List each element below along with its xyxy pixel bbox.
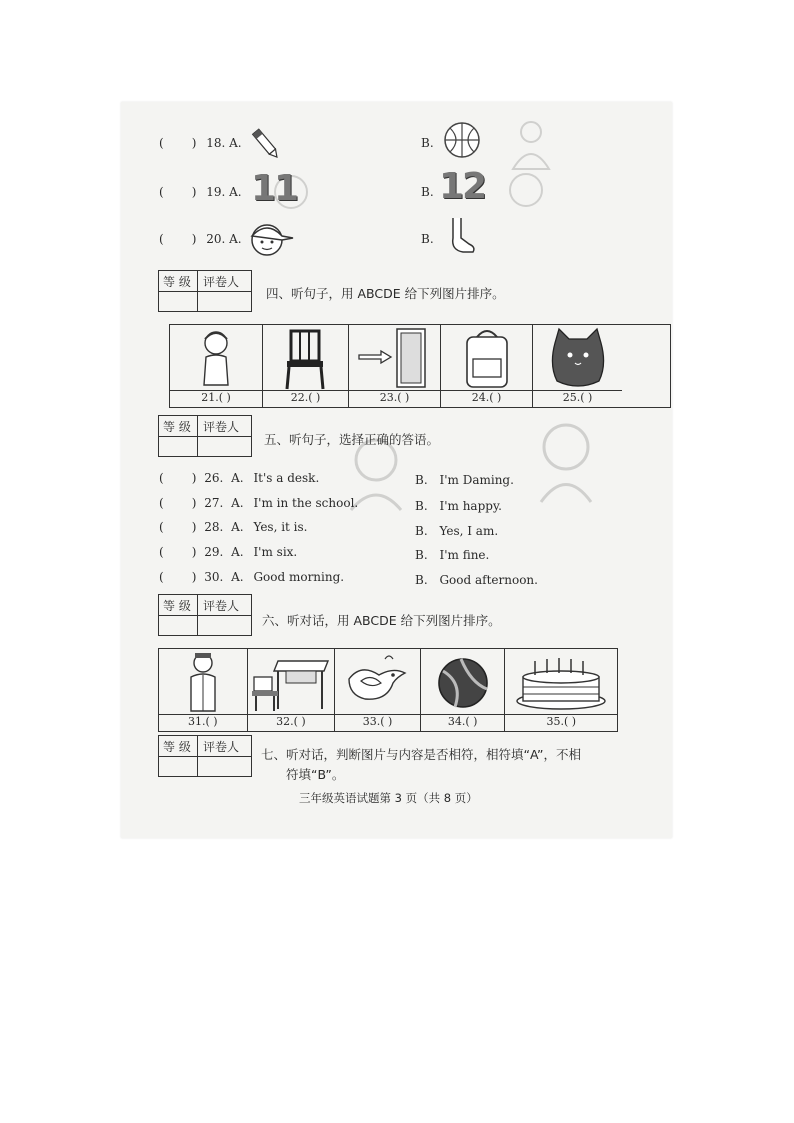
grade-label: 等 级: [163, 275, 191, 289]
cat-icon: [533, 325, 622, 391]
question-number: 26.: [204, 471, 224, 485]
question-29-option-b: [415, 548, 489, 562]
answer-slot-32[interactable]: 32.( ): [248, 714, 335, 729]
answer-paren-close: ): [191, 570, 197, 584]
section-7-title-line1: 七、听对话，判断图片与内容是否相符，相符填“A”，不相: [261, 747, 581, 762]
answer-slot-35[interactable]: 35.( ): [505, 714, 617, 729]
item-19-option-b: B.: [421, 185, 434, 199]
picture-box-24: [441, 325, 533, 407]
birthday-cake-icon: [505, 649, 617, 715]
grade-label: 等 级: [163, 420, 191, 434]
question-26-option-b: [415, 473, 514, 487]
boy-head-cap-icon: [247, 218, 295, 258]
option-a-text: Good morning.: [253, 570, 345, 584]
bird-icon: [335, 649, 420, 715]
answer-paren-close: ): [191, 136, 197, 150]
answer-paren-open[interactable]: (: [159, 570, 164, 584]
answer-paren-close: ): [191, 232, 197, 246]
section-4-picture-strip: [169, 324, 671, 408]
answer-slot-22[interactable]: 22.( ): [263, 390, 348, 405]
option-a-text: It's a desk.: [253, 471, 320, 485]
option-a-text: I'm in the school.: [253, 496, 359, 510]
option-a-label: A.: [231, 496, 244, 510]
section-4-title: 四、听句子，用 ABCDE 给下列图片排序。: [266, 286, 505, 301]
grade-box: [158, 415, 252, 457]
bleed-through-girl-icon: [526, 417, 606, 507]
item-19-row: [159, 185, 242, 199]
option-b-text: Yes, I am.: [439, 524, 499, 538]
item-20-option-b: B.: [421, 232, 434, 246]
point-to-door-icon: [349, 325, 440, 391]
option-a-label: A.: [231, 471, 244, 485]
option-a-label: A.: [231, 520, 244, 534]
answer-paren-close: ): [191, 545, 197, 559]
answer-slot-25[interactable]: 25.( ): [533, 390, 622, 405]
question-28-option-b: [415, 524, 498, 538]
option-b-text: I'm Daming.: [439, 473, 514, 487]
answer-paren-close: ): [191, 471, 197, 485]
number-twelve-picture: 12: [439, 166, 486, 207]
grader-label: 评卷人: [203, 420, 240, 434]
answer-paren-open[interactable]: (: [159, 545, 164, 559]
item-number: 20. A.: [206, 232, 242, 246]
option-b-label: B.: [415, 524, 428, 538]
answer-paren-open[interactable]: (: [159, 232, 164, 246]
question-number: 27.: [204, 496, 224, 510]
foot-icon: [443, 216, 477, 256]
option-a-text: Yes, it is.: [253, 520, 308, 534]
grader-label: 评卷人: [203, 599, 240, 613]
option-b-text: I'm happy.: [439, 499, 502, 513]
answer-slot-21[interactable]: 21.( ): [170, 390, 262, 405]
grade-box: [158, 270, 252, 312]
picture-box-25: [533, 325, 622, 407]
answer-slot-33[interactable]: 33.( ): [335, 714, 420, 729]
section-6-picture-strip: [158, 648, 618, 732]
answer-slot-24[interactable]: 24.( ): [441, 390, 532, 405]
basketball-icon: [441, 120, 483, 160]
question-number: 30.: [204, 570, 224, 584]
pen-icon: [251, 126, 281, 162]
bleed-through-figure-icon: [501, 114, 561, 174]
doctor-icon: [159, 649, 247, 715]
picture-box-21: [170, 325, 263, 407]
chair-icon: [263, 325, 348, 391]
answer-paren-open[interactable]: (: [159, 185, 164, 199]
old-woman-icon: [170, 325, 262, 391]
option-b-label: B.: [415, 573, 428, 587]
schoolbag-icon: [441, 325, 532, 391]
grade-label: 等 级: [163, 740, 191, 754]
option-a-label: A.: [231, 545, 244, 559]
option-b-label: B.: [415, 473, 428, 487]
answer-paren-open[interactable]: (: [159, 496, 164, 510]
picture-box-33: [335, 649, 421, 731]
question-28-row: [159, 520, 308, 534]
grade-label: 等 级: [163, 599, 191, 613]
option-b-text: I'm fine.: [439, 548, 490, 562]
question-29-row: [159, 545, 297, 559]
option-b-label: B.: [415, 499, 428, 513]
item-20-row: [159, 232, 242, 246]
bleed-through-face-icon: [506, 170, 546, 210]
picture-box-31: [159, 649, 248, 731]
answer-slot-34[interactable]: 34.( ): [421, 714, 505, 729]
answer-paren-close: ): [191, 520, 197, 534]
answer-paren-close: ): [191, 185, 197, 199]
option-b-text: Good afternoon.: [439, 573, 538, 587]
option-a-label: A.: [231, 570, 244, 584]
page-footer: 三年级英语试题第 3 页（共 8 页）: [299, 791, 478, 805]
question-number: 28.: [204, 520, 224, 534]
item-number: 19. A.: [206, 185, 242, 199]
grade-box: [158, 735, 252, 777]
answer-paren-open[interactable]: (: [159, 520, 164, 534]
option-b-label: B.: [415, 548, 428, 562]
answer-paren-close: ): [191, 496, 197, 510]
picture-box-23: [349, 325, 441, 407]
grader-label: 评卷人: [203, 740, 240, 754]
picture-box-32: [248, 649, 336, 731]
question-27-row: [159, 496, 358, 510]
question-30-row: [159, 570, 344, 584]
section-6-title: 六、听对话，用 ABCDE 给下列图片排序。: [262, 613, 501, 628]
answer-paren-open[interactable]: (: [159, 471, 164, 485]
picture-box-22: [263, 325, 349, 407]
item-number: 18. A.: [206, 136, 242, 150]
item-18-option-b: B.: [421, 136, 434, 150]
section-5-title: 五、听句子，选择正确的答语。: [264, 432, 440, 447]
exam-page: [121, 102, 672, 838]
answer-paren-open[interactable]: (: [159, 136, 164, 150]
item-18-row: [159, 136, 242, 150]
question-number: 29.: [204, 545, 224, 559]
option-a-text: I'm six.: [253, 545, 298, 559]
grade-box: [158, 594, 252, 636]
ball-icon: [421, 649, 505, 715]
question-26-row: [159, 471, 319, 485]
section-7-title-line2: 符填“B”。: [286, 767, 345, 782]
grader-label: 评卷人: [203, 275, 240, 289]
picture-box-34: [421, 649, 506, 731]
answer-slot-23[interactable]: 23.( ): [349, 390, 440, 405]
question-30-option-b: [415, 573, 538, 587]
question-27-option-b: [415, 499, 502, 513]
picture-box-35: [505, 649, 617, 731]
answer-slot-31[interactable]: 31.( ): [159, 714, 247, 729]
desk-and-chair-icon: [248, 649, 335, 715]
number-eleven-picture: 11: [251, 168, 298, 209]
